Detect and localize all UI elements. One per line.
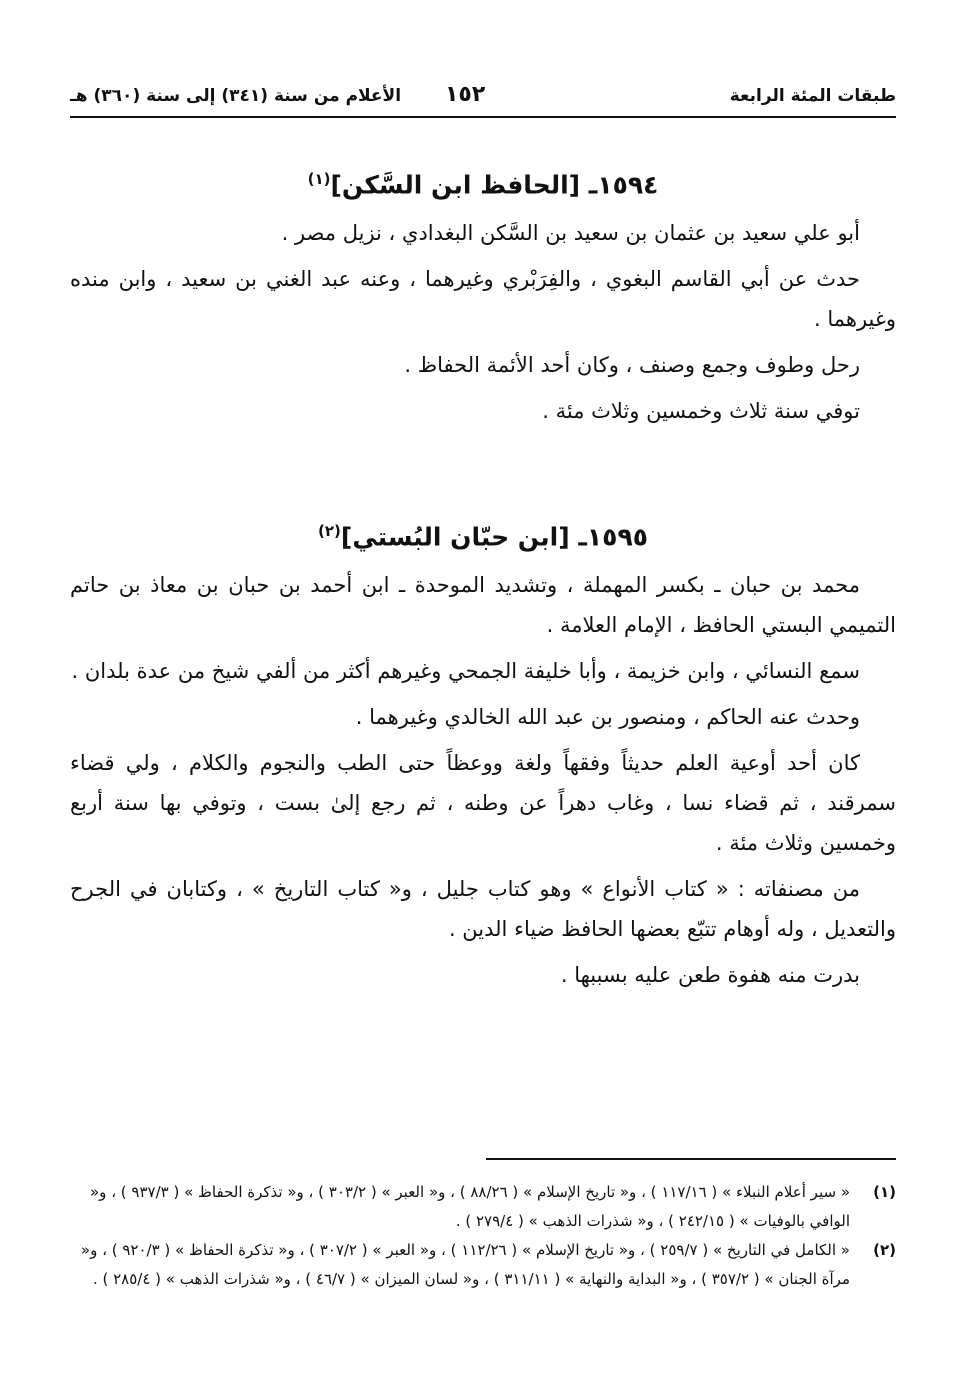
paragraph: رحل وطوف وجمع وصنف ، وكان أحد الأئمة الحفاظ .	[404, 353, 860, 378]
entry-heading	[70, 522, 896, 551]
entry-heading	[70, 170, 896, 199]
paragraph: سمع النسائي ، وابن خزيمة ، وأبا خليفة الجمحي وغيرهم أكثر من ألفي شيخ من عدة بلدان .	[71, 659, 860, 684]
biography-entry-1594	[70, 170, 896, 437]
paragraph: حدث عن أبي القاسم البغوي ، والفِرَبْري وغيرهما ، وعنه عبد الغني بن سعيد ، وابن منده وغيرهما .	[70, 267, 896, 332]
footnote	[70, 1178, 896, 1236]
paragraph: من مصنفاته : « كتاب الأنواع » وهو كتاب جليل ، و« كتاب التاريخ » ، وكتابان في الجرح والتعديل ، وله أوهام تتبّع بعضها الحافظ ضياء الدين .	[70, 877, 896, 942]
header-divider	[70, 116, 896, 118]
page-number: ١٥٢	[445, 82, 486, 107]
footnote-number: (١)	[873, 1183, 896, 1201]
biography-entry-1595	[70, 522, 896, 1001]
footnote-ref: (١)	[307, 170, 331, 188]
footnote	[70, 1236, 896, 1294]
footnote-ref: (٢)	[318, 522, 341, 540]
footnote-number: (٢)	[873, 1241, 896, 1259]
paragraph: أبو علي سعيد بن عثمان بن سعيد بن السَّكن البغدادي ، نزيل مصر .	[281, 221, 860, 246]
book-page	[70, 70, 896, 1370]
header-book-title: طبقات المئة الرابعة	[729, 86, 896, 106]
footnote-text: « سير أعلام النبلاء » ( ١١٧/١٦ ) ، و« تاريخ الإسلام » ( ٨٨/٢٦ ) ، و« العبر » ( ٣٠٣/٢ ) ، و« تذكرة الحفاظ » ( ٩٣٧/٣ ) ، و« الوافي بالوفيات » ( ٢٤٢/١٥ ) ، و« شذرات الذهب » ( ٢٧٩/٤ ) .	[90, 1183, 850, 1230]
footnote-divider	[486, 1158, 896, 1160]
paragraph: محمد بن حبان ـ بكسر المهملة ، وتشديد الموحدة ـ ابن أحمد بن حبان بن معاذ بن حاتم التميمي البستي الحافظ ، الإمام العلامة .	[70, 573, 896, 638]
footnote-text: « الكامل في التاريخ » ( ٢٥٩/٧ ) ، و« تاريخ الإسلام » ( ١١٢/٢٦ ) ، و« العبر » ( ٣٠٧/٢ ) ، و« تذكرة الحفاظ » ( ٩٢٠/٣ ) ، و« مرآة الجنان » ( ٣٥٧/٢ ) ، و« البداية والنهاية » ( ٣١١/١١ ) ، و« لسان الميزان » ( ٤٦/٧ ) ، و« شذرات الذهب » ( ٢٨٥/٤ ) .	[80, 1241, 850, 1288]
paragraph: وحدث عنه الحاكم ، ومنصور بن عبد الله الخالدي وغيرهما .	[355, 705, 860, 730]
paragraph: كان أحد أوعية العلم حديثاً وفقهاً ولغة ووعظاً حتى الطب والنجوم والكلام ، ولي قضاء سمرقند ، ثم قضاء نسا ، وغاب دهراً عن وطنه ، ثم رجع إلىٰ بست ، وتوفي بها سنة أربع وخمسين وثلاث مئة .	[70, 751, 896, 856]
running-header	[70, 80, 896, 112]
entry-title: ١٥٩٤ـ [الحافظ ابن السَّكن]	[330, 170, 659, 200]
header-section-range: الأعلام من سنة (٣٤١) إلى سنة (٣٦٠) هـ	[70, 86, 402, 106]
footnotes	[70, 1178, 896, 1294]
entry-title: ١٥٩٥ـ [ابن حبّان البُستي]	[340, 522, 648, 552]
paragraph: بدرت منه هفوة طعن عليه بسببها .	[560, 963, 860, 988]
paragraph: توفي سنة ثلاث وخمسين وثلاث مئة .	[542, 399, 860, 424]
